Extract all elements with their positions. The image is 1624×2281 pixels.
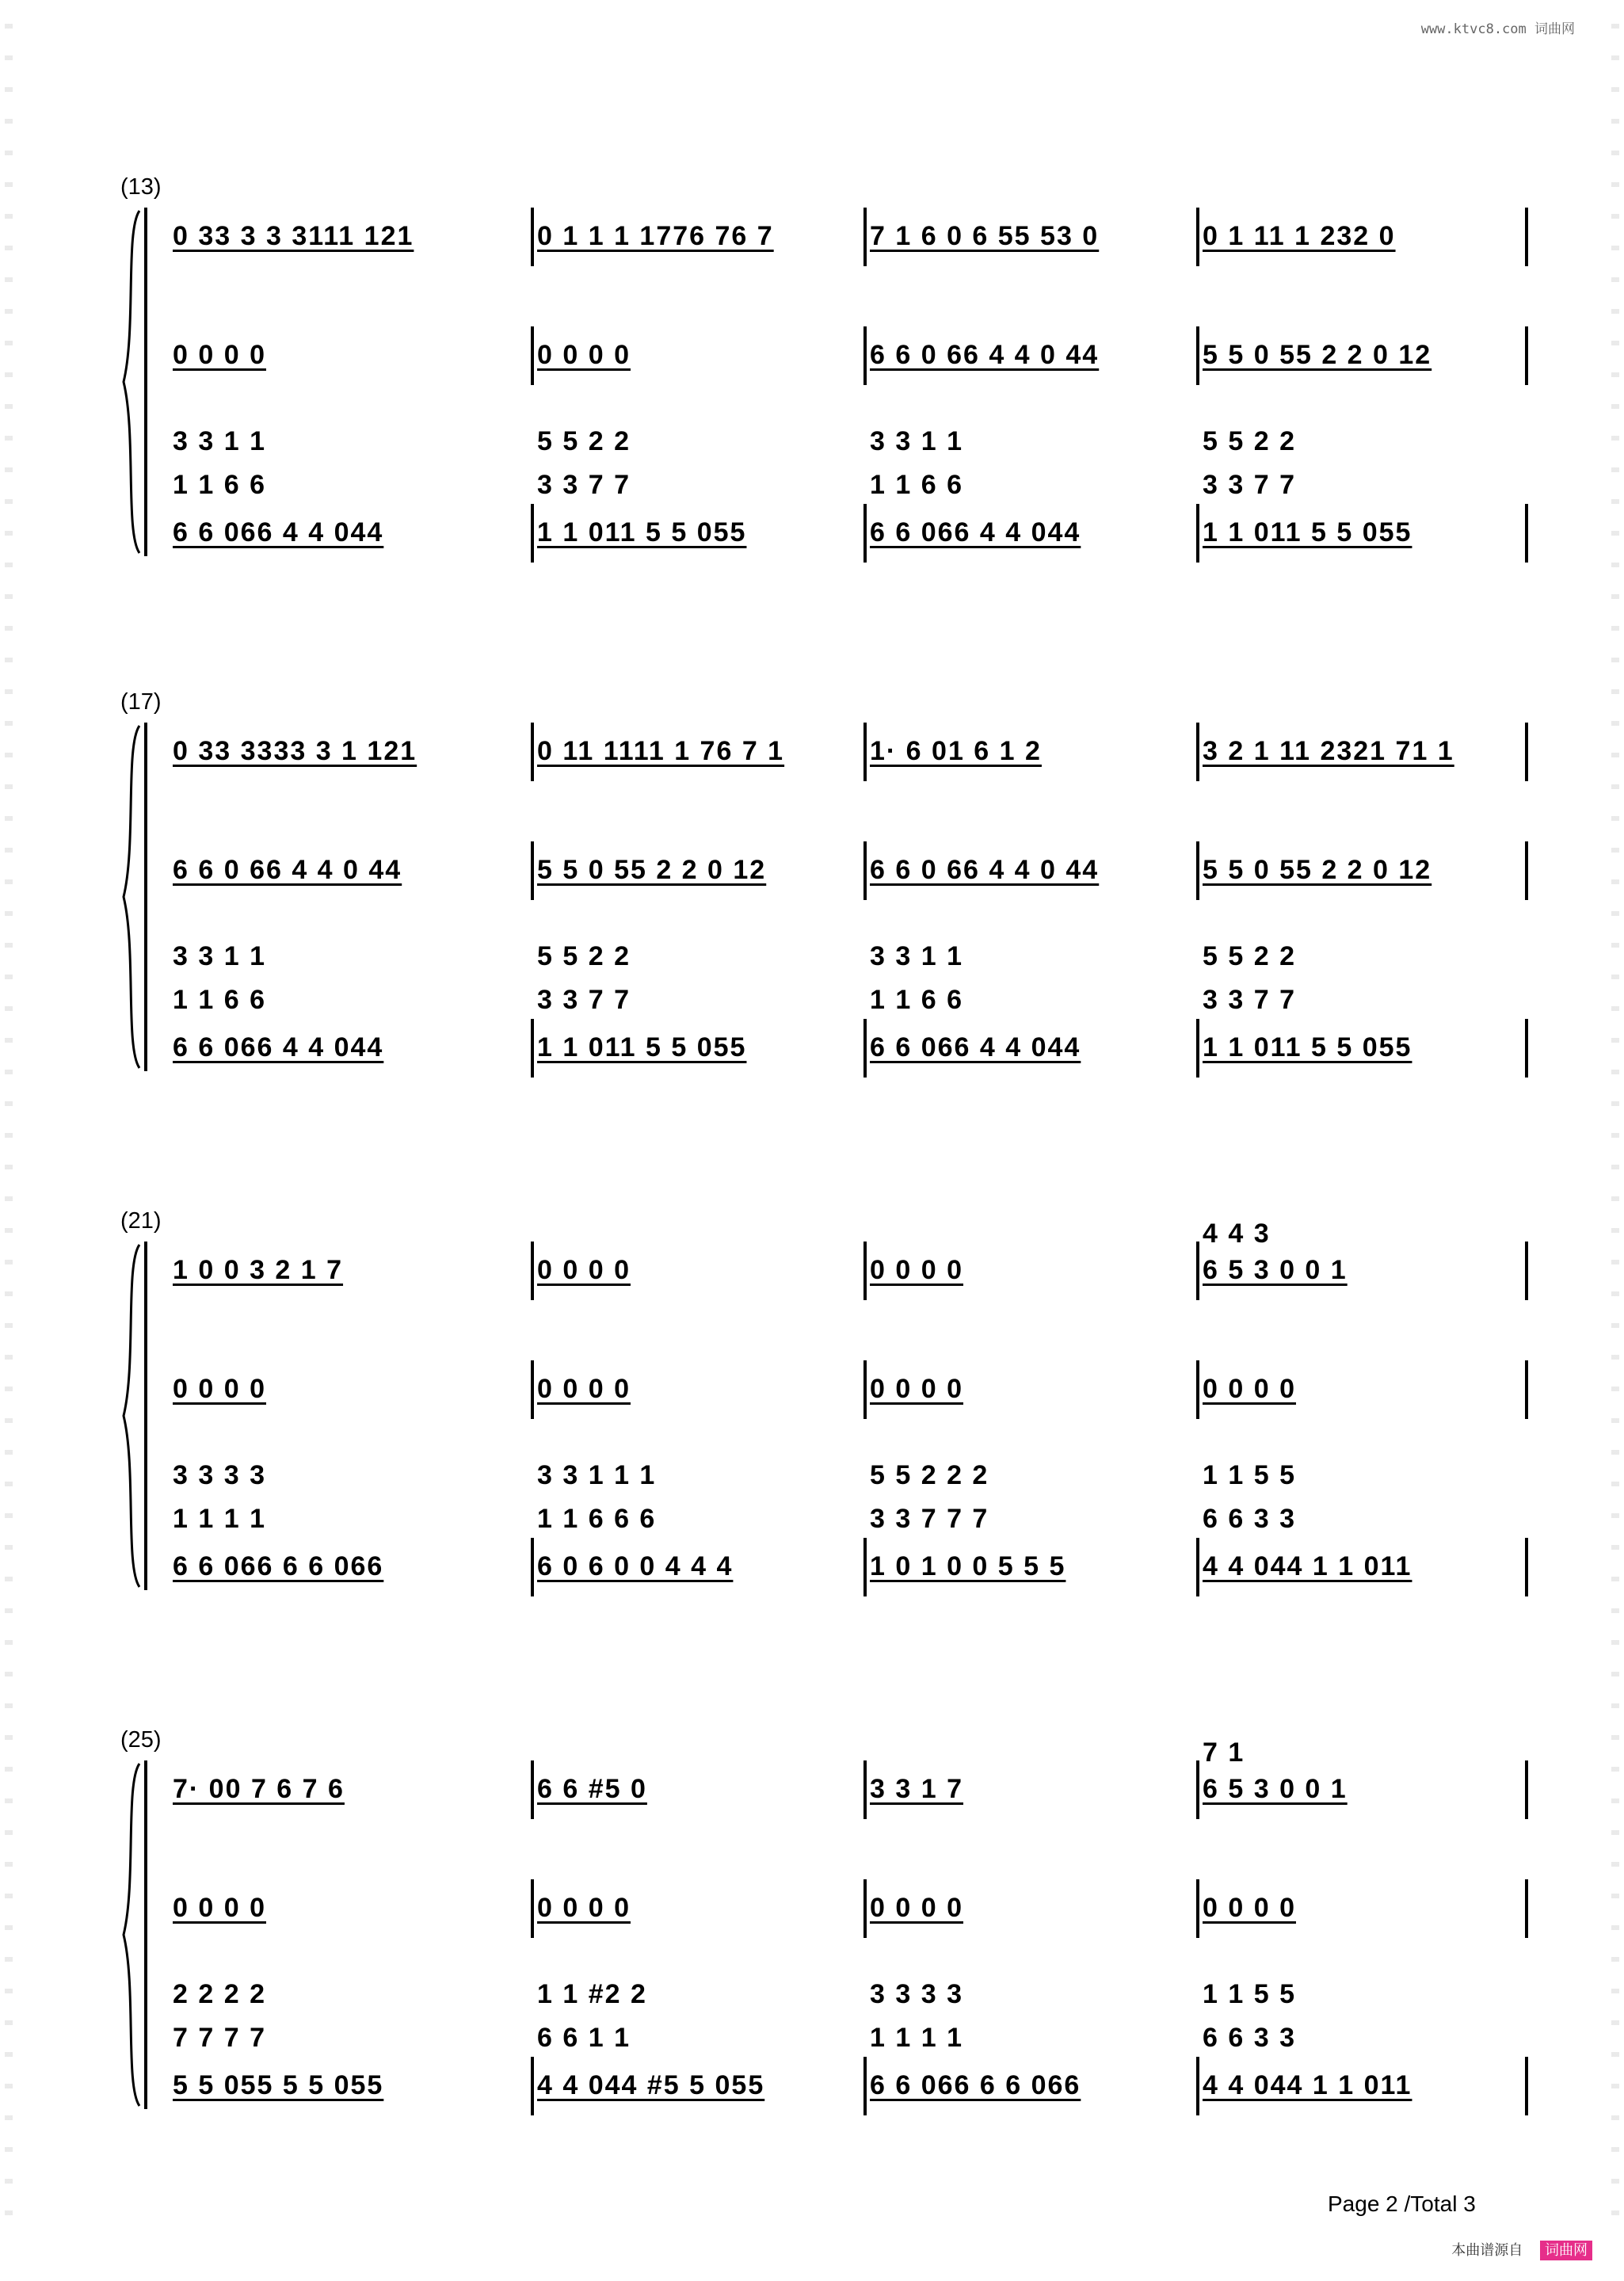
bass-measure: 1 1 011 5 5 055 [1203, 517, 1412, 547]
bar-line [1525, 1879, 1528, 1938]
bass-mid-measure: 6 6 1 1 [537, 2023, 631, 2053]
middle-measure: 0 0 0 0 [1203, 1893, 1296, 1923]
bass-mid-measure: 1 1 1 1 [870, 2023, 963, 2053]
bass-top-measure: 3 3 3 3 [173, 1460, 266, 1490]
bass-mid-measure: 1 1 6 6 [173, 470, 266, 500]
bar-line [1525, 326, 1528, 385]
bar-line [531, 504, 534, 563]
bar-line [531, 1019, 534, 1078]
bar-line [1525, 723, 1528, 781]
bass-mid-measure: 1 1 6 6 [173, 985, 266, 1015]
melody-measure: 1· 6 01 6 1 2 [870, 736, 1042, 766]
bass-top-measure: 3 3 1 1 1 [537, 1460, 657, 1490]
bar-line [531, 1879, 534, 1938]
melody-measure: 3 2 1 11 2321 71 1 [1203, 736, 1454, 766]
system-brace [119, 1760, 151, 2109]
bar-line [1196, 1538, 1199, 1596]
bar-line [531, 208, 534, 266]
bar-line [863, 504, 867, 563]
bass-mid-measure: 1 1 6 6 [870, 470, 963, 500]
bar-line [1196, 1760, 1199, 1819]
bass-measure: 6 6 066 4 4 044 [173, 1032, 384, 1062]
bass-measure: 4 4 044 1 1 011 [1203, 1551, 1412, 1581]
bar-line [863, 1360, 867, 1419]
system-brace [119, 723, 151, 1071]
bass-mid-measure: 3 3 7 7 [1203, 985, 1296, 1015]
bar-line [863, 1538, 867, 1596]
middle-measure: 0 0 0 0 [870, 1374, 963, 1404]
bass-top-measure: 2 2 2 2 [173, 1979, 266, 2009]
measure-number: (17) [120, 689, 162, 715]
system-brace [119, 1242, 151, 1590]
bar-line [1196, 1360, 1199, 1419]
melody-measure: 0 33 3 3 3111 121 [173, 221, 414, 251]
bass-measure: 6 6 066 6 6 066 [870, 2070, 1081, 2100]
bass-measure: 1 1 011 5 5 055 [537, 517, 747, 547]
bass-top-measure: 5 5 2 2 [537, 941, 631, 971]
measure-number: (13) [120, 174, 162, 200]
middle-measure: 0 0 0 0 [1203, 1374, 1296, 1404]
bar-line [531, 841, 534, 900]
bar-line [1525, 504, 1528, 563]
melody-measure: 6 5 3 0 0 1 [1203, 1255, 1348, 1285]
bar-line [863, 208, 867, 266]
middle-measure: 0 0 0 0 [870, 1893, 963, 1923]
bass-mid-measure: 3 3 7 7 [537, 985, 631, 1015]
right-watermark-strip [1611, 24, 1619, 2242]
bar-line [531, 1760, 534, 1819]
melody-measure: 1 0 0 3 2 1 7 [173, 1255, 344, 1285]
score-system [120, 174, 1505, 556]
bass-top-measure: 1 1 5 5 [1203, 1979, 1296, 2009]
melody-measure: 0 1 1 1 1776 76 7 [537, 221, 774, 251]
bass-mid-measure: 3 3 7 7 [1203, 470, 1296, 500]
footer-brand-source: 本曲谱源自 [1451, 2242, 1523, 2259]
score-system [120, 1727, 1505, 2109]
bass-mid-measure: 7 7 7 7 [173, 2023, 266, 2053]
bar-line [863, 1019, 867, 1078]
score-system [120, 1208, 1505, 1590]
bass-top-measure: 5 5 2 2 2 [870, 1460, 989, 1490]
bass-measure: 4 4 044 #5 5 055 [537, 2070, 765, 2100]
bar-line [863, 1242, 867, 1300]
bar-line [1196, 2057, 1199, 2115]
page-indicator: Page 2 /Total 3 [1328, 2191, 1476, 2216]
bass-mid-measure: 3 3 7 7 [537, 470, 631, 500]
bar-line [1525, 841, 1528, 900]
bass-mid-measure: 1 1 1 1 [173, 1504, 266, 1534]
bar-line [1196, 1019, 1199, 1078]
score-system [120, 689, 1505, 1071]
bar-line [1525, 2057, 1528, 2115]
footer-brand-logo: 词曲网 [1540, 2241, 1592, 2260]
bar-line [863, 841, 867, 900]
bass-measure: 6 6 066 6 6 066 [173, 1551, 384, 1581]
site-header: www.ktvc8.com 词曲网 [1420, 21, 1575, 37]
bass-measure: 6 6 066 4 4 044 [173, 517, 384, 547]
middle-measure: 6 6 0 66 4 4 0 44 [173, 855, 402, 885]
bar-line [1525, 1538, 1528, 1596]
bass-mid-measure: 1 1 6 6 [870, 985, 963, 1015]
bass-measure: 1 1 011 5 5 055 [537, 1032, 747, 1062]
bass-top-measure: 3 3 1 1 [870, 941, 963, 971]
bass-top-measure: 5 5 2 2 [1203, 941, 1296, 971]
bar-line [1525, 208, 1528, 266]
bar-line [531, 723, 534, 781]
bass-measure: 5 5 055 5 5 055 [173, 2070, 384, 2100]
middle-measure: 5 5 0 55 2 2 0 12 [1203, 855, 1432, 885]
bass-top-measure: 5 5 2 2 [537, 426, 631, 456]
bass-measure: 1 1 011 5 5 055 [1203, 1032, 1412, 1062]
system-brace [119, 208, 151, 556]
bar-line [1196, 1242, 1199, 1300]
bass-top-measure: 3 3 1 1 [173, 941, 266, 971]
bar-line [1525, 1760, 1528, 1819]
melody-measure: 0 0 0 0 [870, 1255, 963, 1285]
bar-line [531, 1242, 534, 1300]
melody-measure: 7 1 6 0 6 55 53 0 [870, 221, 1100, 251]
bar-line [1196, 723, 1199, 781]
bass-measure: 6 0 6 0 0 4 4 4 [537, 1551, 734, 1581]
bar-line [531, 1360, 534, 1419]
melody-measure: 0 0 0 0 [537, 1255, 631, 1285]
bass-measure: 6 6 066 4 4 044 [870, 517, 1081, 547]
middle-measure: 6 6 0 66 4 4 0 44 [870, 855, 1100, 885]
bar-line [863, 1760, 867, 1819]
melody-measure: 0 11 1111 1 76 7 1 [537, 736, 785, 766]
bar-line [531, 2057, 534, 2115]
middle-measure: 0 0 0 0 [537, 340, 631, 370]
bar-line [1196, 208, 1199, 266]
bar-line [863, 1879, 867, 1938]
middle-measure: 0 0 0 0 [173, 1893, 266, 1923]
middle-measure: 5 5 0 55 2 2 0 12 [1203, 340, 1432, 370]
bass-top-measure: 5 5 2 2 [1203, 426, 1296, 456]
bass-measure: 6 6 066 4 4 044 [870, 1032, 1081, 1062]
melody-measure: 6 5 3 0 0 1 [1203, 1774, 1348, 1804]
melody-measure: 6 6 #5 0 [537, 1774, 647, 1804]
melody-measure: 0 1 11 1 232 0 [1203, 221, 1396, 251]
bar-line [863, 326, 867, 385]
bar-line [1525, 1242, 1528, 1300]
bass-top-measure: 3 3 1 1 [870, 426, 963, 456]
middle-measure: 0 0 0 0 [537, 1374, 631, 1404]
melody-top-measure: 7 1 [1203, 1737, 1245, 1768]
bass-top-measure: 1 1 5 5 [1203, 1460, 1296, 1490]
bass-top-measure: 3 3 1 1 [173, 426, 266, 456]
bar-line [531, 1538, 534, 1596]
measure-number: (25) [120, 1727, 162, 1753]
measure-number: (21) [120, 1208, 162, 1234]
bar-line [863, 2057, 867, 2115]
middle-measure: 0 0 0 0 [173, 340, 266, 370]
bar-line [1525, 1019, 1528, 1078]
bar-line [1196, 1879, 1199, 1938]
bar-line [1525, 1360, 1528, 1419]
bass-mid-measure: 6 6 3 3 [1203, 2023, 1296, 2053]
bar-line [1196, 841, 1199, 900]
bass-measure: 1 0 1 0 0 5 5 5 [870, 1551, 1066, 1581]
bar-line [1196, 326, 1199, 385]
footer-brand [1451, 2239, 1592, 2260]
bar-line [1196, 504, 1199, 563]
middle-measure: 5 5 0 55 2 2 0 12 [537, 855, 767, 885]
left-watermark-strip [5, 24, 13, 2242]
melody-measure: 3 3 1 7 [870, 1774, 963, 1804]
bar-line [531, 326, 534, 385]
bass-measure: 4 4 044 1 1 011 [1203, 2070, 1412, 2100]
bass-mid-measure: 1 1 6 6 6 [537, 1504, 657, 1534]
melody-measure: 0 33 3333 3 1 121 [173, 736, 417, 766]
bass-top-measure: 3 3 3 3 [870, 1979, 963, 2009]
middle-measure: 6 6 0 66 4 4 0 44 [870, 340, 1100, 370]
middle-measure: 0 0 0 0 [173, 1374, 266, 1404]
bass-top-measure: 1 1 #2 2 [537, 1979, 647, 2009]
melody-top-measure: 4 4 3 [1203, 1219, 1271, 1249]
melody-measure: 7· 00 7 6 7 6 [173, 1774, 345, 1804]
middle-measure: 0 0 0 0 [537, 1893, 631, 1923]
bass-mid-measure: 3 3 7 7 7 [870, 1504, 989, 1534]
bass-mid-measure: 6 6 3 3 [1203, 1504, 1296, 1534]
bar-line [863, 723, 867, 781]
